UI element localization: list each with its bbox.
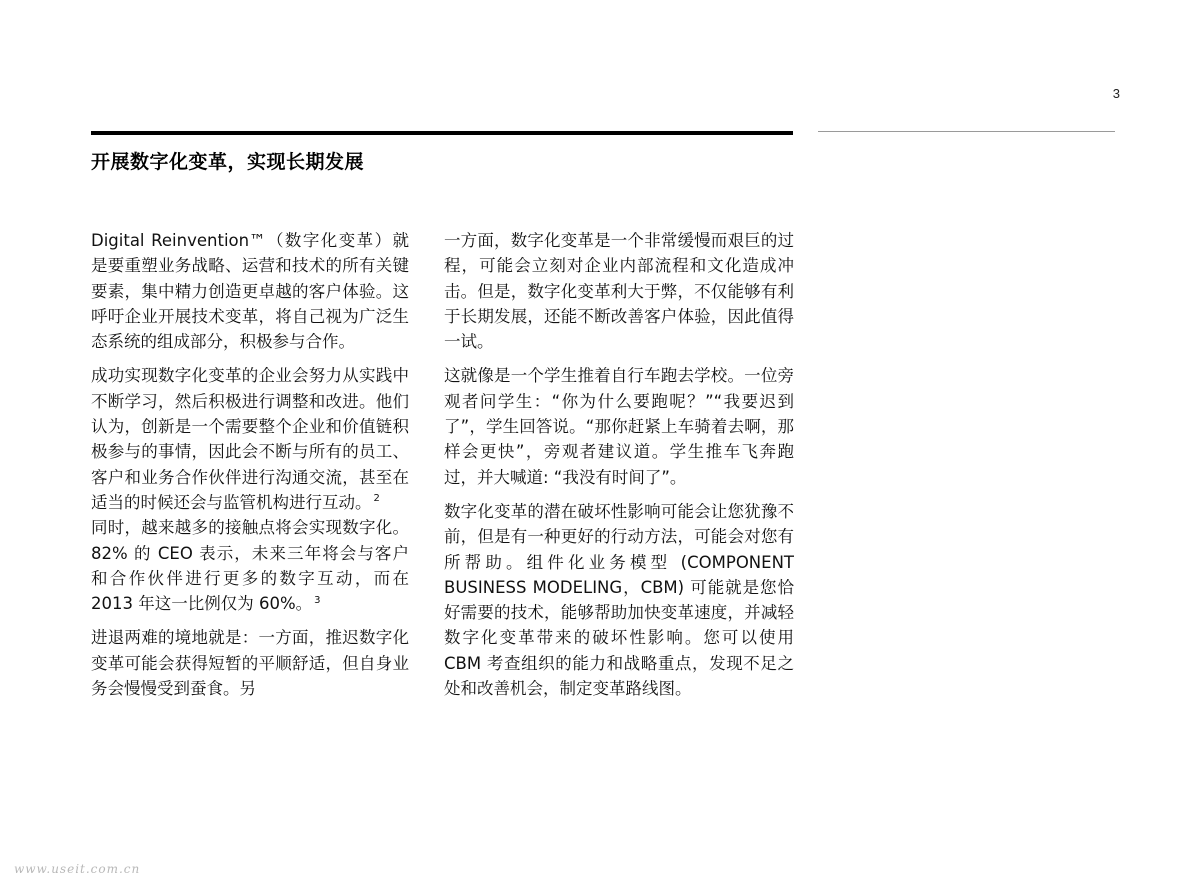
footnote-ref: 3 (314, 594, 321, 606)
right-column (444, 228, 794, 710)
title-rule-thick (91, 131, 793, 135)
paragraph-dilemma-continued: 一方面，数字化变革是一个非常缓慢而艰巨的过程，可能会立刻对企业内部流程和文化造成冲击。但是，数字化变革利大于弊，不仅能够有利于长期发展，还能不断改善客户体验，因此值得一试。 (444, 231, 794, 352)
paragraph-dilemma: 进退两难的境地就是：一方面，推迟数字化变革可能会获得短暂的平顺舒适，但自身业务会慢慢受到蚕食。另 (91, 628, 409, 699)
paragraph-success-factors (91, 363, 409, 616)
header-rule-thin (818, 131, 1115, 132)
footnote-ref: 2 (373, 493, 380, 505)
page-number: 3 (1112, 86, 1120, 101)
paragraph-text: 成功实现数字化变革的企业会努力从实践中不断学习，然后积极进行调整和改进。他们认为，创新是一个需要整个企业和价值链积极参与的事情，因此会不断与所有的员工、客户和业务合作伙伴进行沟通交流，甚至在适当的时候还会与监管机构进行互动。 (91, 366, 409, 512)
paragraph-text: 同时，越来越多的接触点将会实现数字化。82% 的 CEO 表示，未来三年将会与客户和合作伙伴进行更多的数字互动，而在 2013 年这一比例仅为 60%。 (91, 518, 409, 614)
paragraph-cbm: 数字化变革的潜在破坏性影响可能会让您犹豫不前，但是有一种更好的行动方法，可能会对您有所帮助。组件化业务模型 (COMPONENT BUSINESS MODELING，CBM) 可能就是您恰好需要的技术，能够帮助加快变革速度，并减轻数字化变革带来的破坏性影响。您可以使用 CBM 考查组织的能力和战略重点，发现不足之处和改善机会，制定变革路线图。 (444, 501, 794, 699)
page-title: 开展数字化变革，实现长期发展 (91, 151, 365, 173)
paragraph-student-story: 这就像是一个学生推着自行车跑去学校。一位旁观者问学生：“你为什么要跑呢？”“我要迟到了”，学生回答说。“那你赶紧上车骑着去啊，那样会更快”，旁观者建议道。学生推车飞奔跑过，并大喊道: “我没有时间了”。 (444, 366, 794, 487)
watermark: www.useit.com.cn (14, 862, 141, 876)
paragraph-digital-reinvention: Digital Reinvention™（数字化变革）就是要重塑业务战略、运营和技术的所有关键要素，集中精力创造更卓越的客户体验。这呼吁企业开展技术变革，将自己视为广泛生态系统的组成部分，积极参与合作。 (91, 231, 409, 352)
left-column (91, 228, 409, 710)
